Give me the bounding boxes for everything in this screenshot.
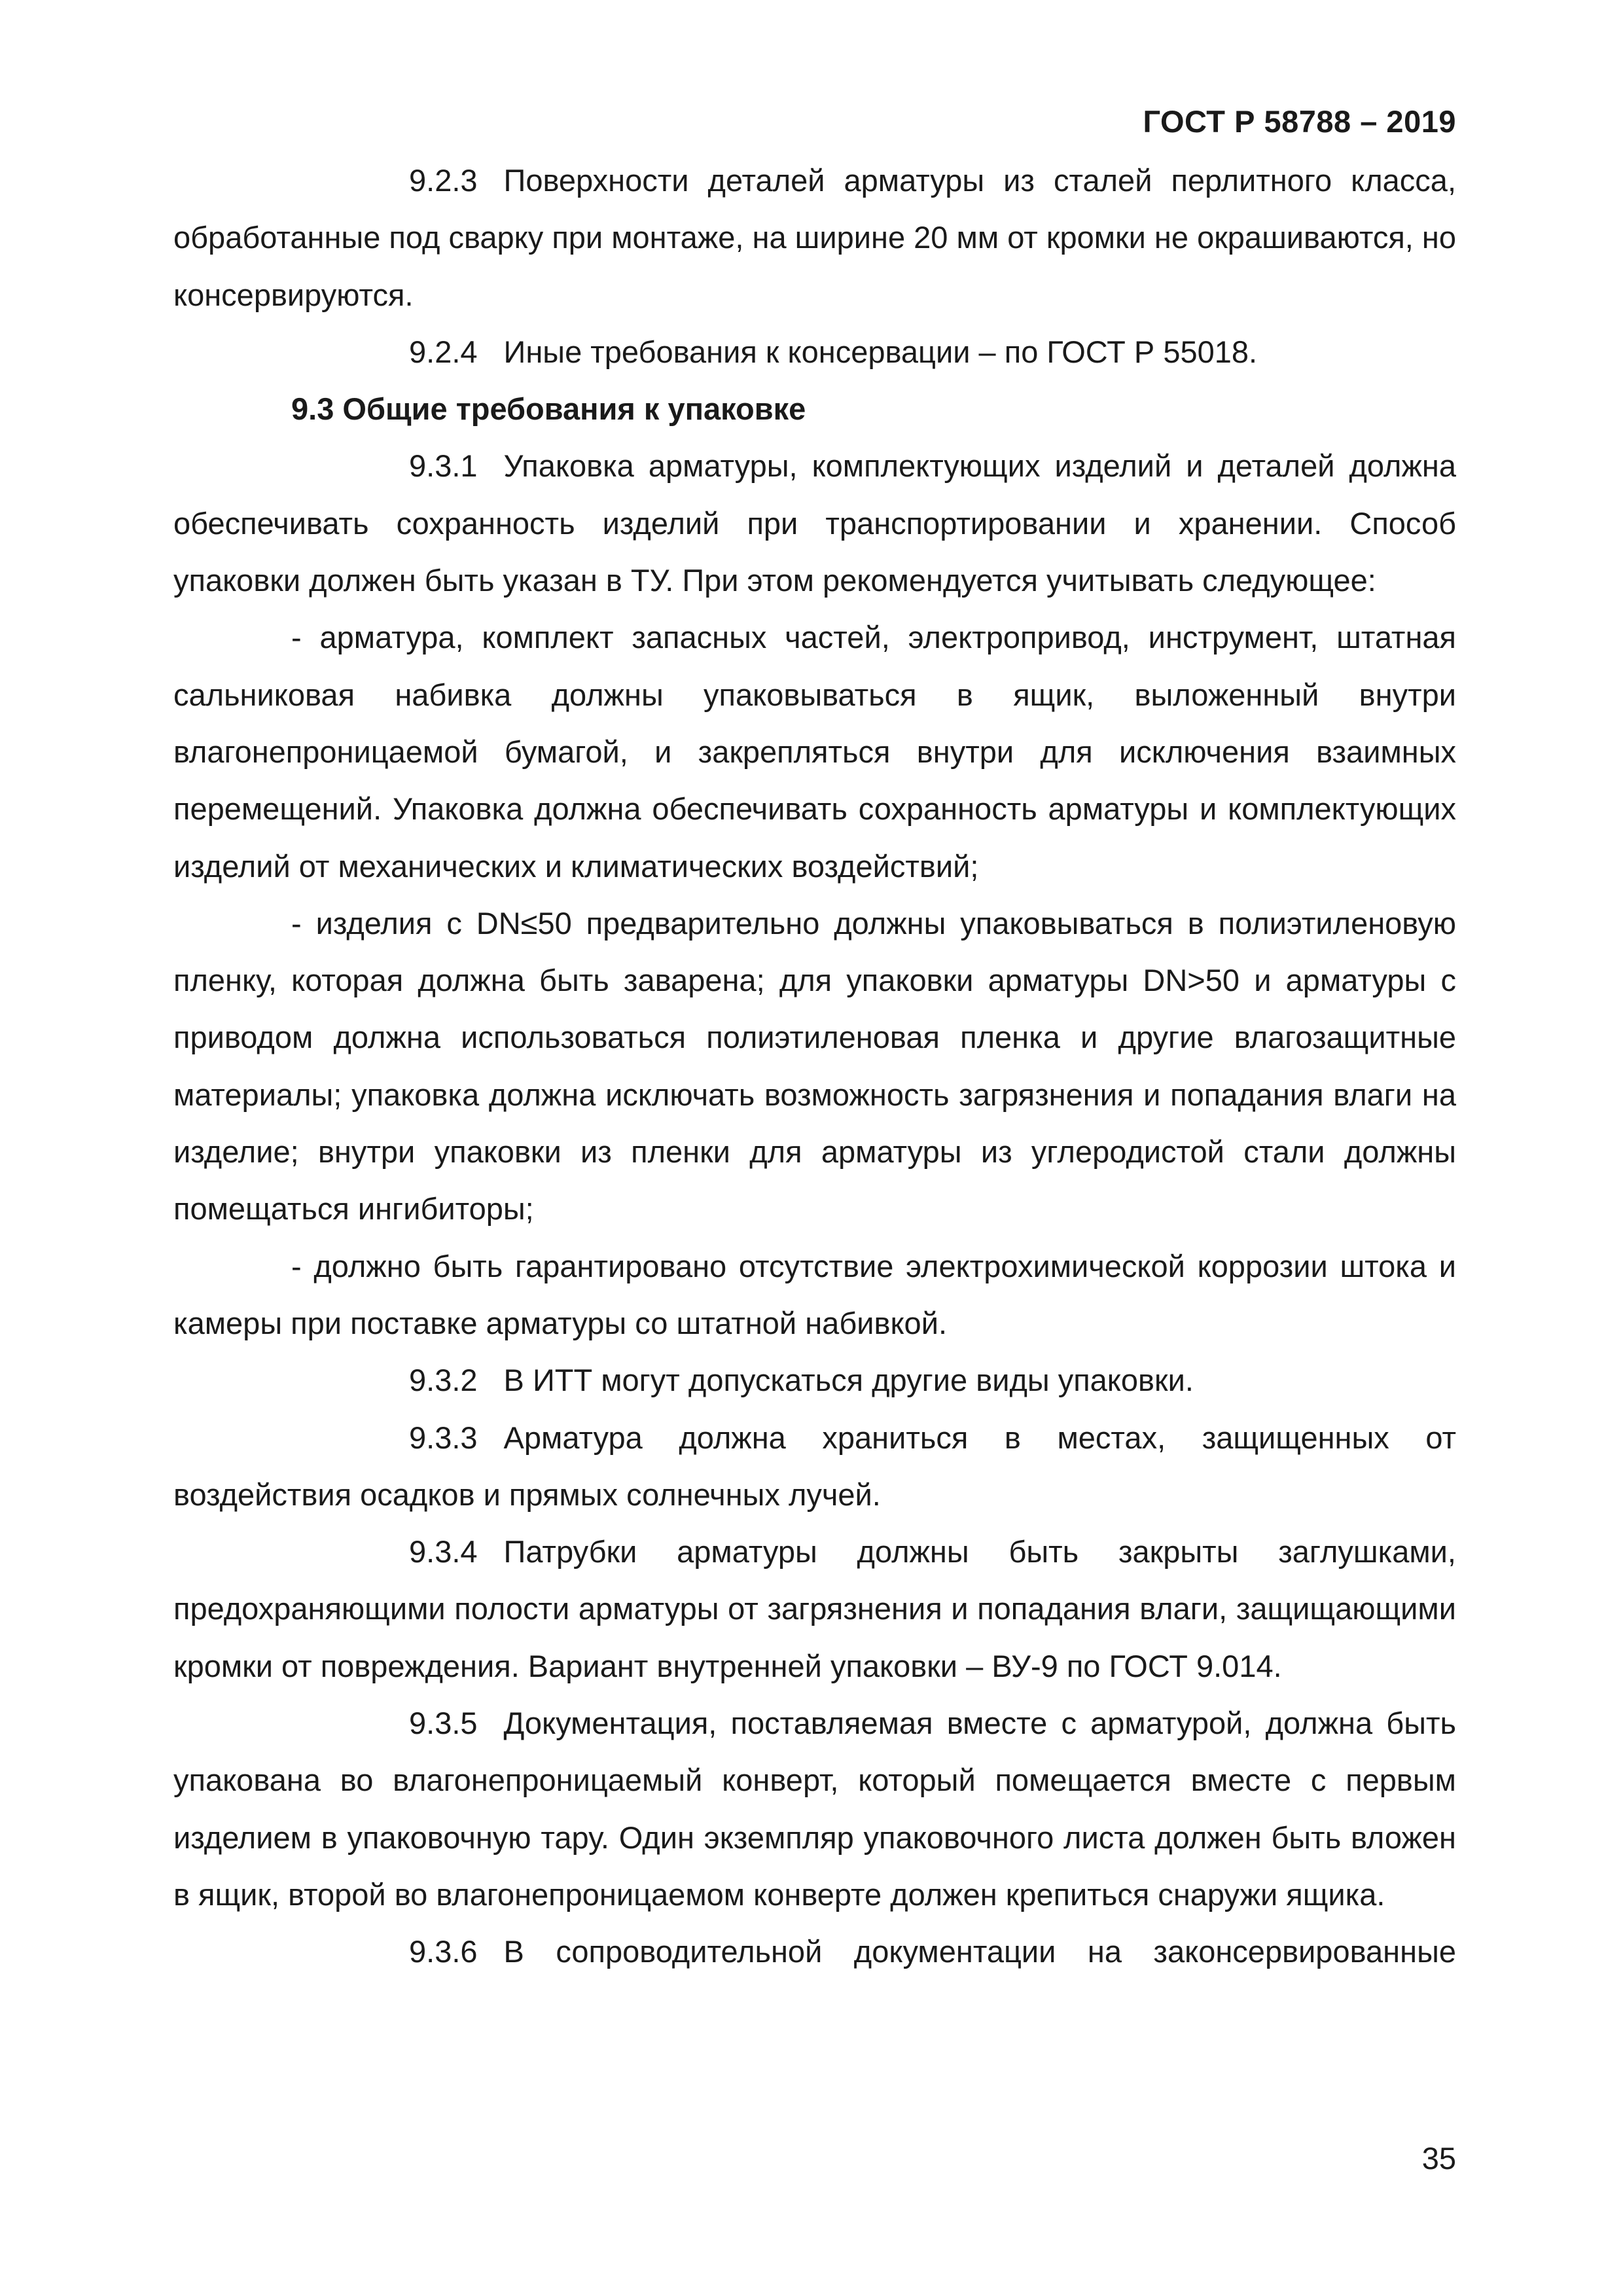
clause-number: 9.3.3	[409, 1420, 478, 1455]
clause-text: В сопроводительной документации на законсервированные	[503, 1934, 1456, 1969]
clause-number: 9.3.6	[409, 1934, 478, 1969]
paragraph-9-2-4	[173, 323, 1456, 380]
list-item-corrosion: - должно быть гарантировано отсутствие электрохимической коррозии штока и камеры при поставке арматуры со штатной набивкой.	[173, 1248, 1456, 1340]
paragraph-9-3-3	[173, 1409, 1456, 1524]
list-item-polyethylene-film: - изделия с DN≤50 предварительно должны упаковываться в полиэтиленовую пленку, которая должна быть заварена; для упаковки арматуры DN>50 и арматуры с приводом должна использоваться полиэтиленовая пленка и другие влагозащитные материалы; упаковка должна исключать возможность загрязнения и попадания влаги на изделие; внутри упаковки из пленки для арматуры из углеродистой стали должны помещаться ингибиторы;	[173, 905, 1456, 1227]
page-number: 35	[1421, 2141, 1456, 2176]
clause-number: 9.3.1	[409, 448, 478, 484]
document-body	[173, 152, 1456, 1981]
clause-text: Патрубки арматуры должны быть закрыты заглушками, предохраняющими полости арматуры от загрязнения и попадания влаги, защищающими кромки от повреждения. Вариант внутренней упаковки – ВУ-9 по ГОСТ 9.014.	[173, 1534, 1456, 1683]
clause-text: Поверхности деталей арматуры из сталей перлитного класса, обработанные под сварку при монтаже, на ширине 20 мм от кромки не окрашиваются, но консервируются.	[173, 163, 1456, 312]
list-item-packaging-box: - арматура, комплект запасных частей, электропривод, инструмент, штатная сальниковая набивка должны упаковываться в ящик, выложенный внутри влагонепроницаемой бумагой, и закрепляться внутри для исключения взаимных перемещений. Упаковка должна обеспечивать сохранность арматуры и комплектующих изделий от механических и климатических воздействий;	[173, 620, 1456, 884]
document-header: ГОСТ Р 58788 – 2019	[1143, 104, 1456, 139]
clause-number: 9.3.4	[409, 1534, 478, 1570]
paragraph-9-3-5	[173, 1695, 1456, 1923]
clause-text: Упаковка арматуры, комплектующих изделий и деталей должна обеспечивать сохранность изделий при транспортировании и хранении. Способ упаковки должен быть указан в ТУ. При этом рекомендуется учитывать следующее:	[173, 448, 1456, 598]
clause-text: В ИТТ могут допускаться другие виды упаковки.	[503, 1363, 1194, 1398]
section-heading-9-3: 9.3 Общие требования к упаковке	[291, 391, 806, 427]
paragraph-9-3-2	[173, 1352, 1456, 1408]
clause-number: 9.3.5	[409, 1706, 478, 1741]
clause-number: 9.3.2	[409, 1363, 478, 1398]
clause-number: 9.2.3	[409, 163, 478, 198]
paragraph-9-2-3	[173, 152, 1456, 323]
clause-text: Иные требования к консервации – по ГОСТ Р 55018.	[503, 334, 1258, 369]
paragraph-9-3-4	[173, 1523, 1456, 1695]
clause-number: 9.2.4	[409, 334, 478, 369]
clause-text: Арматура должна храниться в местах, защищенных от воздействия осадков и прямых солнечных лучей.	[173, 1420, 1456, 1512]
clause-text: Документация, поставляемая вместе с арматурой, должна быть упакована во влагонепроницаемый конверт, который помещается вместе с первым изделием в упаковочную тару. Один экземпляр упаковочного листа должен быть вложен в ящик, второй во влагонепроницаемом конверте должен крепиться снаружи ящика.	[173, 1706, 1456, 1912]
paragraph-9-3-1	[173, 437, 1456, 609]
paragraph-9-3-6	[173, 1923, 1456, 1980]
